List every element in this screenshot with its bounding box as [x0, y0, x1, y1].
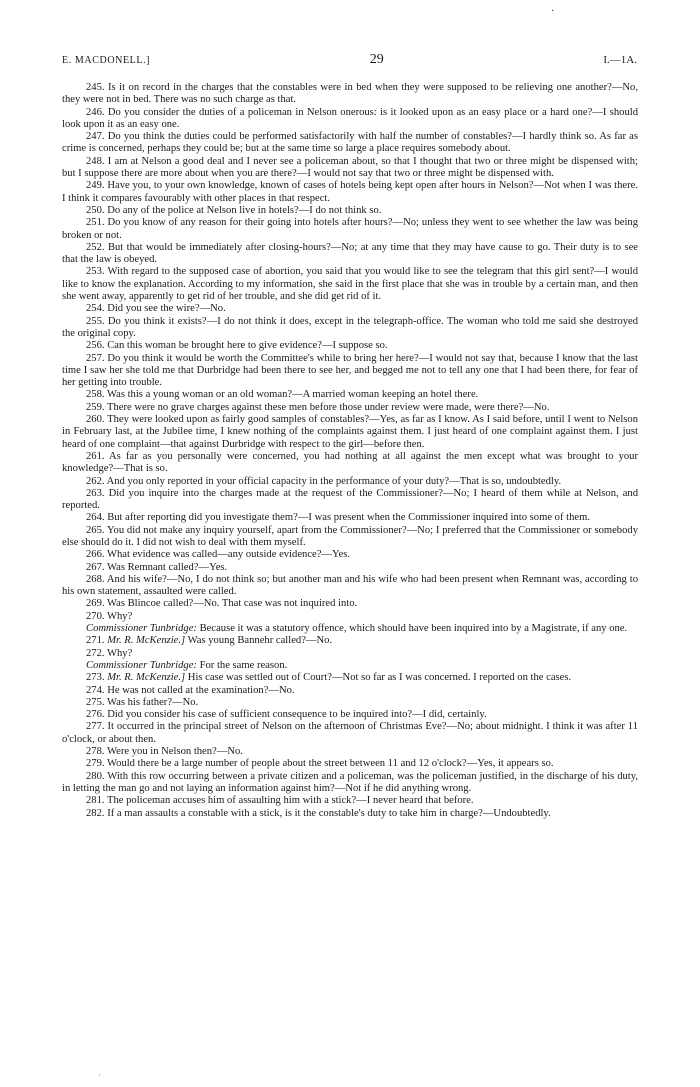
speaker-name: Mr. R. McKenzie.]: [107, 635, 186, 647]
question-answer-paragraph: [62, 525, 638, 550]
paragraph-text: 247. Do you think the duties could be performed satisfactorily with half the number of constables?—I hardly think so. As far as crime is concerned, perhaps they could be; but at the same time so large a place requires somebody about.: [62, 131, 638, 155]
question-answer-paragraph: [62, 512, 638, 524]
paragraph-text: 253. With regard to the supposed case of abortion, you said that you would like to see the telegram that this girl sent?—I would like to know the explanation. According to my information, she said in the first place that she was in trouble by a certain man, and then she went away, apparently to get rid of her trouble, and she did get rid of it.: [62, 266, 638, 303]
paragraph-text: 245. Is it on record in the charges that the constables were in bed when they were supposed to be relieving one another?—No, they were not in bed. There was no such charge as that.: [62, 82, 638, 106]
paragraph-text: 278. Were you in Nelson then?—No.: [86, 746, 243, 758]
question-answer-paragraph: [62, 623, 638, 635]
paragraph-text: 267. Was Remnant called?—Yes.: [86, 561, 228, 573]
question-answer-paragraph: [62, 451, 638, 476]
question-answer-paragraph: [62, 414, 638, 451]
question-answer-paragraph: [62, 82, 638, 107]
question-answer-paragraph: [62, 685, 638, 697]
question-answer-paragraph: [62, 107, 638, 132]
question-answer-paragraph: [62, 316, 638, 341]
question-answer-paragraph: [62, 660, 638, 672]
question-answer-paragraph: [62, 340, 638, 352]
paragraph-text: 266. What evidence was called—any outside evidence?—Yes.: [86, 549, 351, 561]
paragraph-text: 265. You did not make any inquiry yourself, apart from the Commissioner?—No; I preferred that the Commissioner or somebody else should do it. I did not wish to deal with them myself.: [62, 524, 638, 548]
paragraph-text: Because it was a statutory offence, which should have been inquired into by a Magistrate, if any one.: [196, 623, 628, 635]
question-answer-paragraph: [62, 771, 638, 796]
speaker-name: Commissioner Tunbridge:: [86, 659, 197, 671]
paragraph-text: 263. Did you inquire into the charges made at the request of the Commissioner?—No; I heard of them while at Nelson, and reported.: [62, 487, 638, 512]
paragraph-text: 275. Was his father?—No.: [86, 696, 199, 708]
question-answer-paragraph: [62, 721, 638, 746]
question-answer-paragraph: [62, 303, 638, 315]
speaker-name: Mr. R. McKenzie.]: [107, 672, 186, 684]
paragraph-text: 260. They were looked upon as fairly good samples of constables?—Yes, as far as I know. As I said before, until I went to Nelson in February last, at the Jubilee time, I knew nothing of the complaints against them. I just heard of one complaint against them. I just heard of one complaint—that against Durbridge with respect to the girl—before then.: [62, 414, 638, 450]
question-answer-paragraph: [62, 808, 638, 820]
paragraph-text: 269. Was Blincoe called?—No. That case was not inquired into.: [86, 598, 358, 610]
paragraph-text: 262. And you only reported in your official capacity in the performance of your duty?—That is so, undoubtedly.: [86, 475, 562, 487]
paragraph-text: 274. He was not called at the examination?—No.: [86, 684, 295, 696]
question-answer-paragraph: [62, 156, 638, 181]
paragraph-text: 261. As far as you personally were concerned, you had nothing at all against the men except what was brought to your knowledge?—That is so.: [62, 450, 638, 475]
page-number: 29: [369, 52, 384, 67]
paragraph-text: Was young Bannehr called?—No.: [185, 635, 333, 647]
paragraph-text: 277. It occurred in the principal street of Nelson on the afternoon of Christmas Eve?—No; about midnight. I think it was after 11 o'clock, or about then.: [62, 721, 638, 745]
header-author: E. MACDONELL.]: [62, 55, 151, 66]
paragraph-text: 246. Do you consider the duties of a policeman in Nelson onerous: is it looked upon as an easy place or a hard one?—I should look upon it as an easy one.: [62, 106, 638, 130]
question-answer-paragraph: [62, 353, 638, 390]
paragraph-text: 254. Did you see the wire?—No.: [86, 303, 226, 315]
question-answer-paragraph: [62, 697, 638, 709]
paragraph-text: 272. Why?: [86, 647, 133, 659]
paragraph-text: His case was settled out of Court?—Not so far as I was concerned. I reported on the cases.: [185, 672, 572, 684]
question-answer-paragraph: [62, 476, 638, 488]
paragraph-text: 270. Why?: [86, 610, 133, 622]
scan-mark-bottom: ·: [98, 1071, 101, 1080]
question-answer-paragraph: [62, 598, 638, 610]
paragraph-text: 259. There were no grave charges against these men before those under review were made, were there?—No.: [86, 401, 550, 413]
question-answer-paragraph: [62, 205, 638, 217]
paragraph-text: For the same reason.: [196, 659, 288, 671]
paragraph-text: 264. But after reporting did you investigate them?—I was present when the Commissioner inquired into some of them.: [86, 512, 590, 524]
paragraph-text: 255. Do you think it exists?—I do not think it does, except in the telegraph-office. The woman who told me said she destroyed the original copy.: [62, 315, 638, 339]
question-answer-paragraph: [62, 266, 638, 303]
question-answer-paragraph: [62, 488, 638, 513]
question-answer-paragraph: [62, 709, 638, 721]
question-number: 273.: [86, 672, 108, 684]
paragraph-text: 279. Would there be a large number of people about the street between 11 and 12 o'clock?—Yes, it appears so.: [86, 758, 554, 770]
question-answer-paragraph: [62, 574, 638, 599]
question-number: 271.: [86, 635, 108, 647]
question-answer-paragraph: [62, 389, 638, 401]
question-answer-paragraph: [62, 795, 638, 807]
question-answer-paragraph: [62, 402, 638, 414]
header-reference: I.—1A.: [603, 54, 637, 66]
paragraph-text: 276. Did you consider his case of sufficient consequence to be inquired into?—I did, certainly.: [86, 709, 487, 721]
paragraph-text: 257. Do you think it would be worth the Committee's while to bring her here?—I would not say that, because I know that the last time I saw her she told me that Durbridge had been there to see her, and begged me not to tell any one that I had been there, for fear of her getting into trouble.: [62, 352, 638, 389]
paragraph-text: 248. I am at Nelson a good deal and I never see a policeman about, so that I thought that two or three might be dispensed with; but I suppose there are more about when you are there?—I would not say that two or three might be dispensed with.: [62, 155, 638, 180]
question-answer-paragraph: [62, 242, 638, 267]
question-answer-paragraph: [62, 758, 638, 770]
question-answer-paragraph: [62, 217, 638, 242]
page-header: [62, 52, 637, 68]
paragraph-text: 280. With this row occurring between a private citizen and a policeman, was the policeman justified, in the discharge of his duty, in letting the man go and not laying an information against him?—Not if he did anything wrong.: [62, 770, 638, 794]
speaker-name: Commissioner Tunbridge:: [86, 623, 197, 635]
question-answer-paragraph: [62, 648, 638, 660]
paragraph-text: 249. Have you, to your own knowledge, known of cases of hotels being kept open after hours in Nelson?—Not when I was there. I think it compares favourably with other places in that respect.: [62, 180, 638, 204]
question-answer-paragraph: [62, 549, 638, 561]
paragraph-text: 256. Can this woman be brought here to give evidence?—I suppose so.: [86, 340, 388, 352]
question-answer-paragraph: [62, 131, 638, 156]
question-answer-paragraph: [62, 180, 638, 205]
paragraph-text: 251. Do you know of any reason for their going into hotels after hours?—No; unless they went to see whether the law was being broken or not.: [62, 217, 638, 241]
question-answer-paragraph: [62, 746, 638, 758]
question-answer-paragraph: [62, 635, 638, 647]
paragraph-text: 258. Was this a young woman or an old woman?—A married woman keeping an hotel there.: [86, 389, 479, 401]
question-answer-paragraph: [62, 562, 638, 574]
paragraph-text: 281. The policeman accuses him of assaulting him with a stick?—I never heard that before.: [86, 795, 474, 807]
scan-mark: ·: [551, 6, 555, 17]
question-answer-paragraph: [62, 672, 638, 684]
paragraph-text: 268. And his wife?—No, I do not think so; but another man and his wife who had been present when Remnant was, according to his own statement, assaulted were called.: [62, 573, 638, 598]
question-answer-paragraph: [62, 611, 638, 623]
paragraph-text: 282. If a man assaults a constable with a stick, is it the constable's duty to take him in charge?—Undoubtedly.: [86, 807, 551, 819]
paragraph-text: 252. But that would be immediately after closing-hours?—No; at any time that they may have cause to go. Their duty is to see that the law is obeyed.: [62, 241, 638, 266]
document-body: [62, 82, 638, 820]
paragraph-text: 250. Do any of the police at Nelson live in hotels?—I do not think so.: [86, 204, 382, 216]
